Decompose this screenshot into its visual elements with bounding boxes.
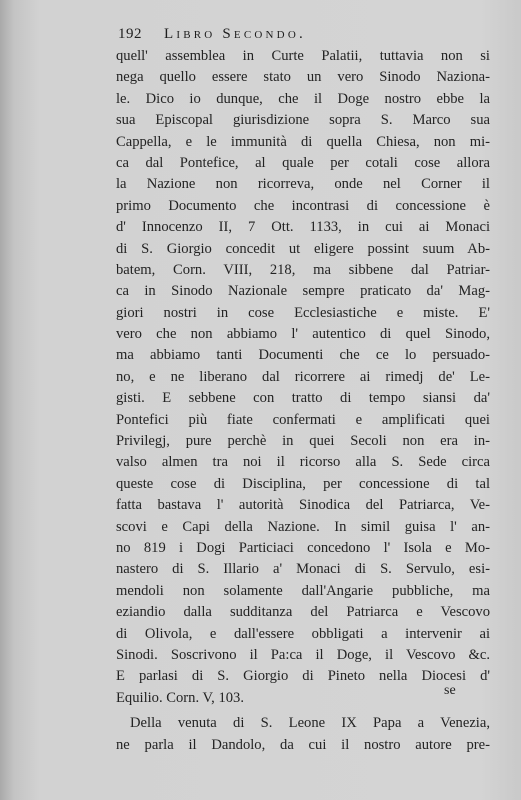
text-line: ne parla il Dandolo, da cui il nostro autore pre-	[116, 736, 490, 753]
text-line: Equilio. Corn. V, 103.	[116, 689, 244, 706]
text-line: ma abbiamo tanti Documenti che ce lo persuado-	[116, 347, 490, 364]
text-line: scovi e Capi della Nazione. In simil guisa l' an-	[116, 518, 490, 535]
text-line: batem, Corn. VIII, 218, ma sibbene dal Patriar-	[116, 261, 490, 278]
text-line: E parlasi di S. Giorgio di Pineto nella Diocesi d'	[116, 668, 490, 685]
text-line: Della venuta di S. Leone IX Papa a Venezia,	[130, 715, 490, 732]
text-line: gisti. E sebbene con tratto di tempo siansi da'	[116, 390, 490, 407]
text-line: no, e ne liberano dal ricorrere ai rimedj de' Le-	[116, 368, 490, 385]
text-line: mendoli non solamente dall'Angarie pubbliche, ma	[116, 582, 490, 599]
text-line: le. Dico io dunque, che il Doge nostro ebbe la	[116, 90, 490, 107]
text-line: nega quello essere stato un vero Sinodo Naziona-	[116, 69, 490, 86]
text-line: quell' assemblea in Curte Palatii, tuttavia non si	[116, 48, 490, 64]
text-line: fatta bastava l' autorità Sinodica del Patriarca, Ve-	[116, 497, 490, 514]
text-line: valso almen tra noi il ricorso alla S. Sede circa	[116, 454, 490, 471]
text-line: eziandio dalla sudditanza del Patriarca e Vescovo	[116, 604, 490, 621]
text-line: d' Innocenzo II, 7 Ott. 1133, in cui ai Monaci	[116, 219, 490, 236]
text-line: vero che non abbiamo l' autentico di quel Sinodo,	[116, 326, 490, 343]
text-line: giori nostri in cose Ecclesiastiche e miste. E'	[116, 304, 490, 321]
text-line: di Olivola, e dall'essere obbligati a intervenir ai	[116, 625, 490, 642]
catchword: se	[444, 683, 456, 698]
text-line: nastero di S. Illario a' Monaci di S. Servulo, esi-	[116, 561, 490, 578]
text-line: no 819 i Dogi Particiaci concedono l' Isola e Mo-	[116, 539, 490, 556]
text-line: Cappella, e le immunità di quella Chiesa, non mi-	[116, 133, 490, 150]
text-line: Sinodi. Soscrivono il Pa:ca il Doge, il Vescovo &c.	[116, 646, 490, 663]
body-text	[116, 46, 490, 756]
text-line: di S. Giorgio concedit ut eligere possint suum Ab-	[116, 240, 490, 257]
text-line: la Nazione non ricorreva, onde nel Corner il	[116, 176, 490, 193]
text-line: ca in Sinodo Nazionale sempre praticato da' Mag-	[116, 283, 490, 300]
page-number: 192	[118, 26, 142, 42]
text-line: Pontefici più fiate confermati e amplificati quei	[116, 411, 490, 428]
text-line: sua Episcopal giurisdizione sopra S. Marco sua	[116, 112, 490, 129]
text-line: queste cose di Disciplina, per concessione di tal	[116, 475, 490, 492]
page-header	[118, 26, 428, 48]
text-line: primo Documento che incontrasi di concessione è	[116, 197, 490, 214]
text-line: Privilegj, pure perchè in quei Secoli non era in-	[116, 433, 490, 450]
running-head: Libro Secondo.	[164, 26, 306, 42]
text-line: ca dal Pontefice, al quale per cotali cose allora	[116, 154, 490, 171]
